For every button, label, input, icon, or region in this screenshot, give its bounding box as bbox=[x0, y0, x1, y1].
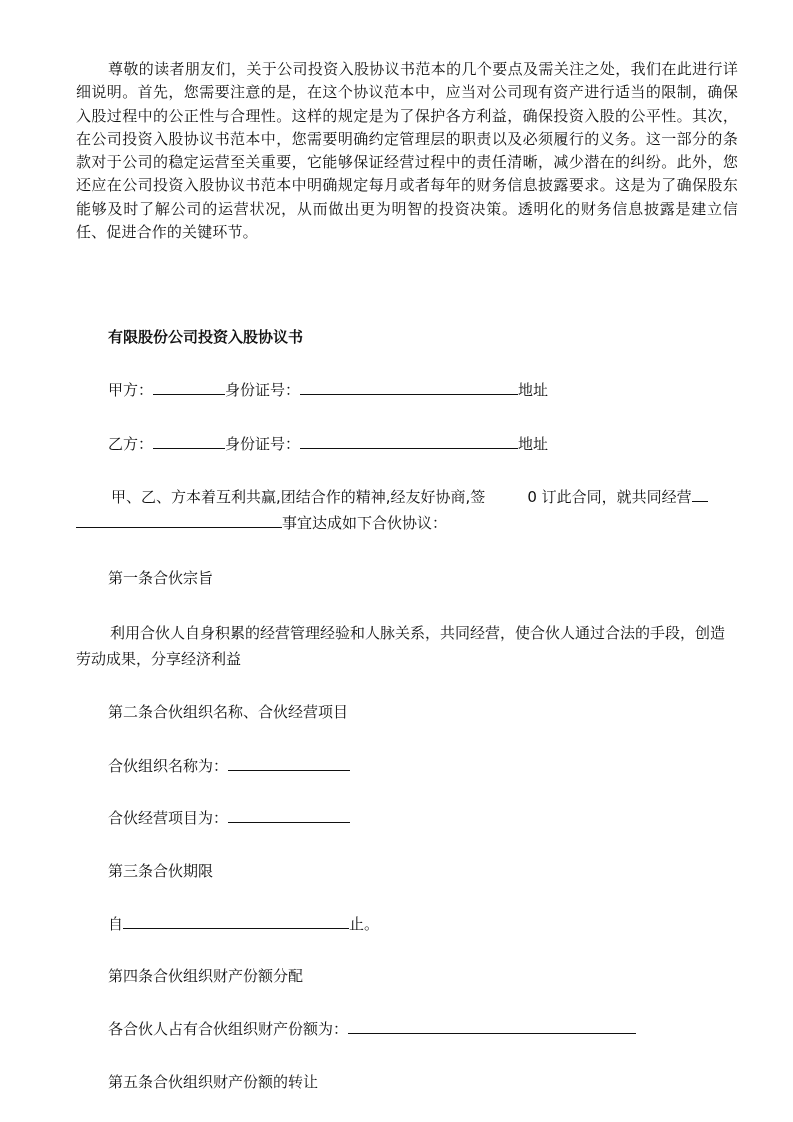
party-a-row bbox=[108, 380, 548, 400]
article2-heading: 第二条合伙组织名称、合伙经营项目 bbox=[108, 703, 349, 721]
preamble-part1: 甲、乙、方本着互利共赢,团结合作的精神,经友好协商,签 bbox=[111, 488, 486, 506]
article3-heading: 第三条合伙期限 bbox=[108, 862, 214, 880]
party-b-id-blank[interactable] bbox=[300, 434, 518, 449]
party-b-name-blank[interactable] bbox=[153, 434, 225, 449]
intro-paragraph: 尊敬的读者朋友们，关于公司投资入股协议书范本的几个要点及需关注之处，我们在此进行详细说明。首先，您需要注意的是，在这个协议范本中，应当对公司现有资产进行适当的限制，确保入股过程中的公正性与合理性。这样的规定是为了保护各方利益，确保投资入股的公平性。其次，在公司投资入股协议书范本中，您需要明确约定管理层的职责以及必须履行的义务。这一部分的条款对于公司的稳定运营至关重要，它能够保证经营过程中的责任清晰，减少潜在的纠纷。此外，您还应在公司投资入股协议书范本中明确规定每月或者每年的财务信息披露要求。这是为了确保股东能够及时了解公司的运营状况，从而做出更为明智的投资决策。透明化的财务信息披露是建立信任、促进合作的关键环节。 bbox=[76, 60, 738, 242]
org-name-blank[interactable] bbox=[228, 756, 350, 771]
business-blank-start[interactable] bbox=[692, 487, 708, 502]
share-row bbox=[108, 1019, 636, 1039]
party-b-label: 乙方： bbox=[108, 435, 154, 453]
party-a-id-blank[interactable] bbox=[300, 380, 518, 395]
share-blank[interactable] bbox=[348, 1019, 636, 1034]
term-blank[interactable] bbox=[123, 914, 349, 929]
party-a-name-blank[interactable] bbox=[153, 380, 225, 395]
project-blank[interactable] bbox=[228, 808, 350, 823]
party-b-row bbox=[108, 434, 548, 454]
article4-heading: 第四条合伙组织财产份额分配 bbox=[108, 967, 304, 985]
project-label: 合伙经营项目为： bbox=[108, 809, 229, 827]
preamble-part3: 事宜达成如下合伙协议： bbox=[282, 514, 448, 532]
party-b-id-label: 身份证号： bbox=[225, 435, 301, 453]
preamble-line-2 bbox=[76, 513, 447, 533]
share-label: 各合伙人占有合伙组织财产份额为： bbox=[108, 1020, 349, 1038]
preamble-part2: 0 订此合同，就共同经营 bbox=[527, 488, 692, 506]
article5-heading: 第五条合伙组织财产份额的转让 bbox=[108, 1073, 319, 1091]
party-b-address-label: 地址 bbox=[518, 435, 549, 453]
article1-heading: 第一条合伙宗旨 bbox=[108, 569, 214, 587]
business-blank[interactable] bbox=[76, 513, 282, 528]
party-a-address-label: 地址 bbox=[518, 381, 549, 399]
term-from-label: 自 bbox=[108, 915, 124, 933]
preamble-line-1 bbox=[111, 487, 708, 507]
term-row bbox=[108, 914, 379, 934]
contract-title: 有限股份公司投资入股协议书 bbox=[108, 328, 304, 346]
term-to-label: 止。 bbox=[349, 915, 380, 933]
project-row bbox=[108, 808, 350, 828]
org-name-label: 合伙组织名称为： bbox=[108, 757, 229, 775]
party-a-id-label: 身份证号： bbox=[225, 381, 301, 399]
party-a-label: 甲方： bbox=[108, 381, 154, 399]
article1-body: 利用合伙人自身积累的经营管理经验和人脉关系，共同经营，使合伙人通过合法的手段，创造劳动成果，分享经济利益 bbox=[76, 624, 726, 668]
org-name-row bbox=[108, 756, 350, 776]
